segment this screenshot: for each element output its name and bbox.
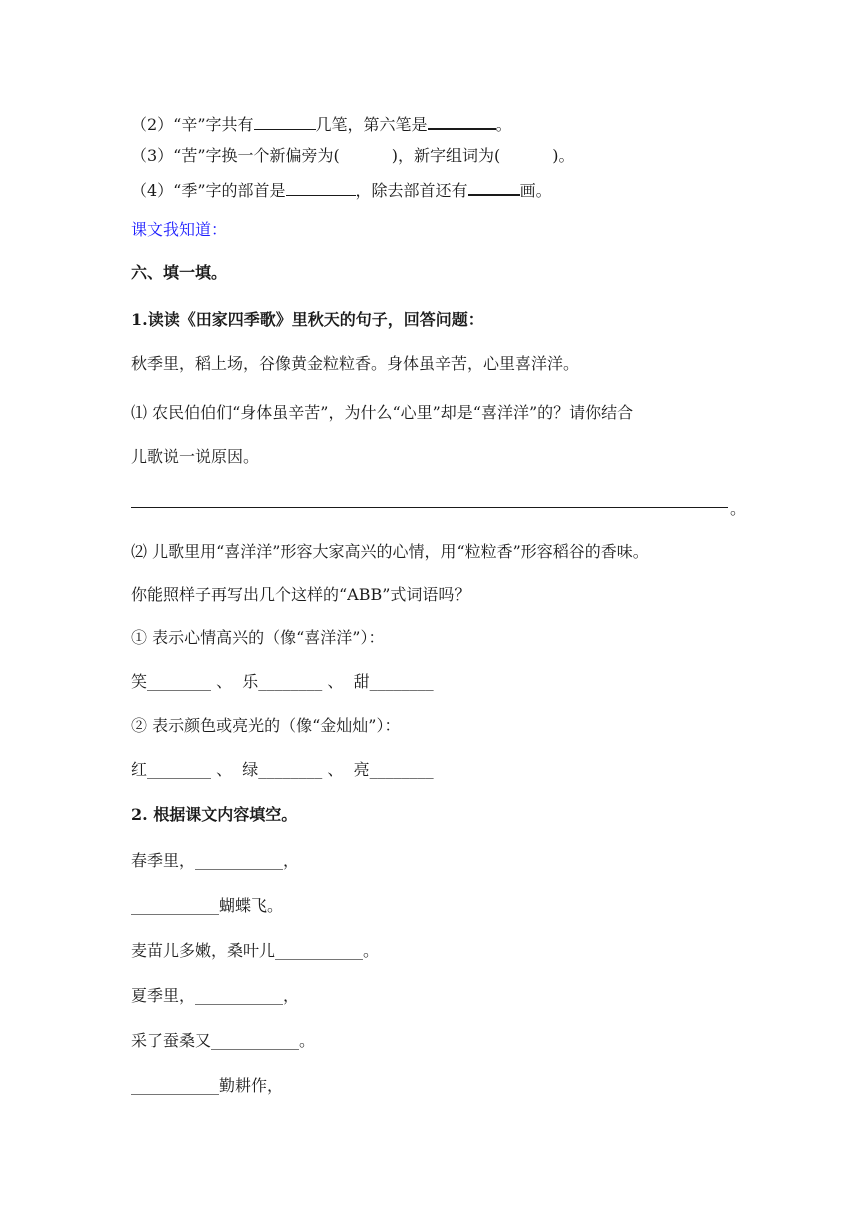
question-2-text-c: 。	[495, 115, 512, 134]
option-2-word-2[interactable]: 绿________	[242, 760, 323, 779]
separator: 、	[216, 760, 233, 779]
question-2	[131, 113, 512, 135]
fill-line-5[interactable]: 采了蚕桑又___________。	[131, 1031, 316, 1050]
separator: 、	[327, 760, 344, 779]
question-3	[131, 146, 575, 166]
item-2-title: 2. 根据课文内容填空。	[131, 805, 298, 824]
option-2-word-1[interactable]: 红________	[131, 760, 212, 779]
option-1-label: ① 表示心情高兴的（像“喜洋洋”）：	[131, 628, 385, 647]
option-2-word-3[interactable]: 亮________	[353, 760, 434, 779]
option-1-word-2[interactable]: 乐________	[242, 672, 323, 691]
sub-question-2-line-1: ⑵ 儿歌里用“喜洋洋”形容大家高兴的心情，用“粒粒香”形容稻谷的香味。	[131, 542, 649, 561]
section-heading-blue: 课文我知道：	[131, 220, 228, 239]
sub-question-2-line-2: 你能照样子再写出几个这样的“ABB”式词语吗？	[131, 585, 471, 604]
option-1-words	[131, 672, 434, 692]
option-1-word-3[interactable]: 甜________	[353, 672, 434, 691]
poem-autumn: 秋季里，稻上场，谷像黄金粒粒香。身体虽辛苦，心里喜洋洋。	[131, 354, 580, 373]
question-4-blank-2[interactable]	[468, 179, 520, 196]
question-4-text-b: ，除去部首还有	[355, 181, 468, 200]
answer-line[interactable]	[131, 507, 728, 508]
question-2-text-b: 几笔，第六笔是	[315, 115, 428, 134]
fill-line-4[interactable]: 夏季里，___________，	[131, 986, 300, 1005]
option-2-words	[131, 760, 434, 780]
separator: 、	[327, 672, 344, 691]
fill-line-6[interactable]: ___________勤耕作，	[131, 1076, 284, 1095]
section-six-heading: 六、填一填。	[131, 263, 228, 282]
fill-line-1[interactable]: 春季里，___________，	[131, 851, 300, 870]
option-1-word-1[interactable]: 笑________	[131, 672, 212, 691]
sub-question-1-line-1: ⑴ 农民伯伯们“身体虽辛苦”，为什么“心里”却是“喜洋洋”的？请你结合	[131, 403, 634, 422]
question-3-text-b: )，新字组词为(	[391, 146, 501, 165]
question-3-text-a: （3）“苦”字换一个新偏旁为(	[131, 146, 340, 165]
option-2-label: ② 表示颜色或亮光的（像“金灿灿”）：	[131, 716, 401, 735]
fill-line-2[interactable]: ___________蝴蝶飞。	[131, 896, 284, 915]
answer-line-end: 。	[730, 499, 747, 518]
question-2-text-a: （2）“辛”字共有	[131, 115, 254, 134]
fill-line-3[interactable]: 麦苗儿多嫩，桑叶儿___________。	[131, 941, 380, 960]
separator: 、	[216, 672, 233, 691]
sub-question-1-line-2: 儿歌说一说原因。	[131, 447, 260, 466]
question-4-text-a: （4）“季”字的部首是	[131, 181, 286, 200]
question-4-blank-1[interactable]	[286, 180, 356, 196]
question-2-blank-1[interactable]	[254, 114, 316, 130]
question-3-text-c: )。	[552, 146, 575, 165]
item-1-title: 1.读读《田家四季歌》里秋天的句子，回答问题：	[131, 310, 484, 329]
question-4	[131, 179, 552, 201]
question-2-blank-2[interactable]	[428, 113, 496, 130]
question-4-text-c: 画。	[519, 181, 552, 200]
